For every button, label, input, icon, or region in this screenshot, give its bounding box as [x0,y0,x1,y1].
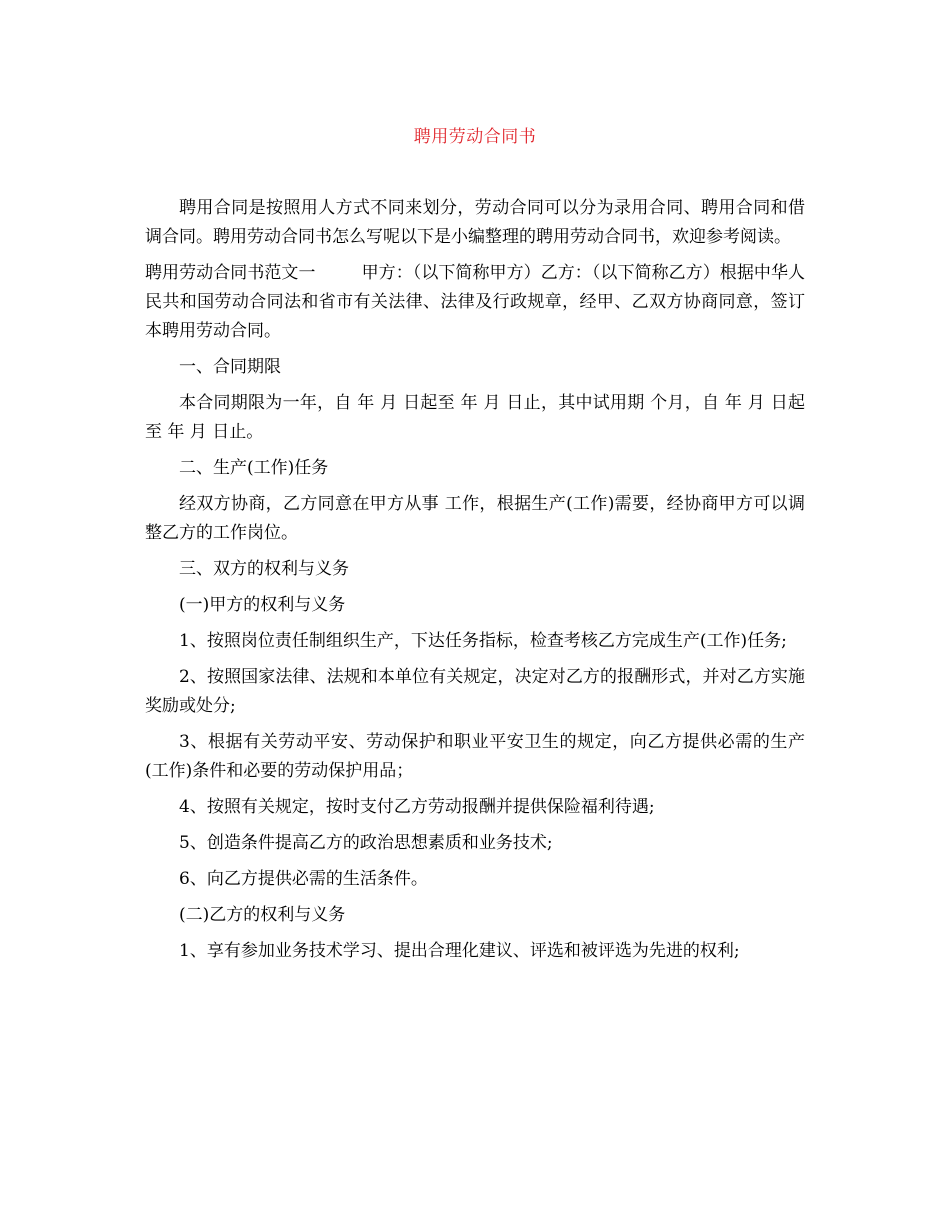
paragraph-term: 本合同期限为一年，自 年 月 日起至 年 月 日止，其中试用期 个月，自 年 月 日起至 年 月 日止。 [145,393,805,442]
list-item: 4、按照有关规定，按时支付乙方劳动报酬并提供保险福利待遇; [179,797,655,817]
list-item: 1、按照岗位责任制组织生产，下达任务指标，检查考核乙方完成生产(工作)任务; [179,631,787,651]
list-item: 6、向乙方提供必需的生活条件。 [179,869,428,889]
sample-heading: 聘用劳动合同书范文一 [145,263,316,283]
list-item: 1、享有参加业务技术学习、提出合理化建议、评选和被评选为先进的权利; [179,941,740,961]
list-item: 5、创造条件提高乙方的政治思想素质和业务技术; [179,833,553,853]
paragraph-sample-one [145,259,805,346]
list-item: 2、按照国家法律、法规和本单位有关规定，决定对乙方的报酬形式，并对乙方实施奖励或处分; [145,667,805,716]
list-item: 3、根据有关劳动平安、劳动保护和职业平安卫生的规定，向乙方提供必需的生产(工作)条件和必要的劳动保护用品； [145,732,805,781]
document-body [145,194,805,973]
subsection-heading-party-b: (二)乙方的权利与义务 [179,905,346,925]
paragraph-intro: 聘用合同是按照用人方式不同来划分，劳动合同可以分为录用合同、聘用合同和借调合同。聘用劳动合同书怎么写呢以下是小编整理的聘用劳动合同书，欢迎参考阅读。 [145,198,805,247]
paragraph-task: 经双方协商，乙方同意在甲方从事 工作，根据生产(工作)需要，经协商甲方可以调整乙方的工作岗位。 [145,494,805,543]
section-heading-task: 二、生产(工作)任务 [179,458,329,478]
sample-text: 甲方：（以下简称甲方）乙方：（以下简称乙方）根据中华人民共和国劳动合同法和省市有关法律、法律及行政规章，经甲、乙双方协商同意，签订本聘用劳动合同。 [145,263,806,341]
section-heading-term: 一、合同期限 [179,357,281,377]
document-title: 聘用劳动合同书 [413,127,537,147]
subsection-heading-party-a: (一)甲方的权利与义务 [179,595,346,615]
section-heading-rights: 三、双方的权利与义务 [179,559,349,579]
